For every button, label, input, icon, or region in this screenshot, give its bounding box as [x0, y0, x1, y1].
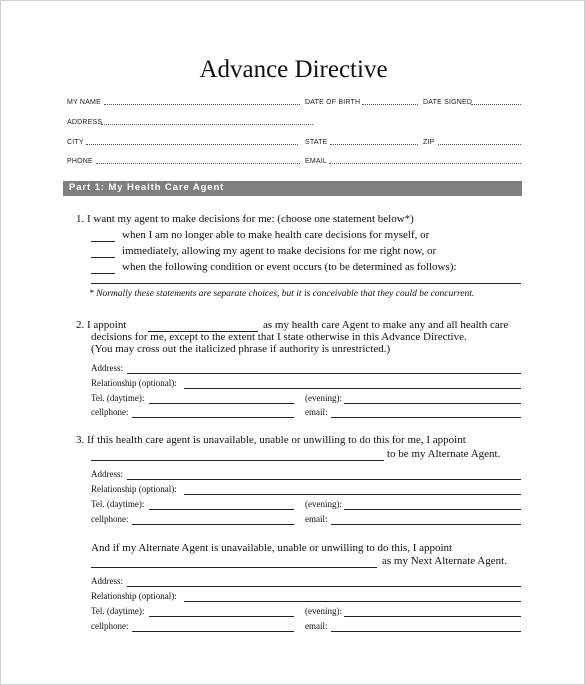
zip-field[interactable]	[438, 144, 521, 145]
next-relationship-label: Relationship (optional):	[91, 591, 177, 601]
next-alternate-text: And if my Alternate Agent is unavailable, unable or unwilling to do this, I appoint	[91, 542, 453, 554]
phone-field[interactable]	[96, 163, 300, 164]
q2-text-b: as my health care Agent to make any and all health care	[263, 319, 509, 331]
agent-email-line[interactable]	[331, 417, 521, 418]
q3-alternate-text: to be my Alternate Agent.	[387, 448, 501, 460]
q1-footnote: * Normally these statements are separate choices, but it is conceivable that they could be concurrent.	[89, 289, 475, 299]
zip-label: ZIP	[423, 139, 435, 146]
alt-evening-line[interactable]	[344, 509, 521, 510]
q1-option1-blank[interactable]	[91, 241, 115, 242]
next-cellphone-line[interactable]	[132, 631, 294, 632]
next-tel-day-line[interactable]	[149, 616, 294, 617]
q1-condition-line[interactable]	[91, 283, 521, 284]
agent-evening-line[interactable]	[344, 403, 521, 404]
alternate-agent-name-line[interactable]	[91, 460, 384, 461]
next-tel-day-label: Tel. (daytime):	[91, 606, 145, 616]
alt-cellphone-line[interactable]	[132, 524, 294, 525]
q2-text-a: 2. I appoint	[76, 319, 127, 331]
alt-cellphone-label: cellphone:	[91, 514, 129, 524]
alt-relationship-line[interactable]	[184, 494, 521, 495]
alt-tel-day-line[interactable]	[149, 509, 294, 510]
next-cellphone-label: cellphone:	[91, 621, 129, 631]
q1-option3: when the following condition or event occurs (to be determined as follows):	[122, 261, 457, 273]
next-address-line[interactable]	[127, 586, 521, 587]
next-alternate-label: as my Next Alternate Agent.	[382, 555, 507, 567]
next-alternate-agent-name-line[interactable]	[91, 567, 377, 568]
next-address-label: Address:	[91, 576, 123, 586]
date-of-birth-label: DATE OF BIRTH	[305, 99, 361, 106]
address-label: ADDRESS	[67, 119, 103, 126]
agent-address-line[interactable]	[127, 373, 521, 374]
city-field[interactable]	[86, 144, 298, 145]
part1-heading: Part 1: My Health Care Agent	[69, 182, 225, 193]
agent-tel-day-label: Tel. (daytime):	[91, 393, 145, 403]
q1-option2-blank[interactable]	[91, 257, 115, 258]
next-evening-line[interactable]	[344, 616, 521, 617]
q3-text: 3. If this health care agent is unavailable, unable or unwilling to do this for me, I appoint	[76, 434, 466, 446]
agent-tel-day-line[interactable]	[149, 403, 294, 404]
alt-address-line[interactable]	[127, 479, 521, 480]
agent-address-label: Address:	[91, 363, 123, 373]
agent-evening-label: (evening):	[305, 393, 342, 403]
agent-cellphone-line[interactable]	[132, 417, 294, 418]
my-name-field[interactable]	[104, 104, 300, 105]
state-field[interactable]	[330, 144, 418, 145]
state-label: STATE	[305, 139, 328, 146]
next-relationship-line[interactable]	[184, 601, 521, 602]
agent-email-label: email:	[305, 407, 328, 417]
phone-label: PHONE	[67, 158, 93, 165]
alt-address-label: Address:	[91, 469, 123, 479]
q1-text: 1. I want my agent to make decisions for me: (choose one statement below*)	[76, 213, 414, 225]
alt-email-line[interactable]	[331, 524, 521, 525]
my-name-label: MY NAME	[67, 99, 101, 106]
email-field[interactable]	[329, 163, 521, 164]
agent-relationship-line[interactable]	[184, 388, 521, 389]
page-title: Advance Directive	[199, 56, 388, 83]
alt-email-label: email:	[305, 514, 328, 524]
address-field[interactable]	[101, 124, 313, 125]
next-email-line[interactable]	[331, 631, 521, 632]
q2-line2: decisions for me, except to the extent that I state otherwise in this Advance Directive.	[91, 331, 467, 343]
q2-line3: (You may cross out the italicized phrase if authority is unrestricted.)	[91, 343, 391, 355]
part1-heading-bar	[63, 181, 522, 196]
q1-option3-blank[interactable]	[91, 273, 115, 274]
next-email-label: email:	[305, 621, 328, 631]
agent-relationship-label: Relationship (optional):	[91, 378, 177, 388]
email-label: EMAIL	[305, 158, 328, 165]
city-label: CITY	[67, 139, 84, 146]
alt-tel-day-label: Tel. (daytime):	[91, 499, 145, 509]
agent-cellphone-label: cellphone:	[91, 407, 129, 417]
date-of-birth-field[interactable]	[362, 104, 418, 105]
date-signed-field[interactable]	[471, 104, 521, 105]
next-evening-label: (evening):	[305, 606, 342, 616]
q1-option2: immediately, allowing my agent to make decisions for me right now, or	[122, 245, 437, 257]
date-signed-label: DATE SIGNED	[423, 99, 473, 106]
q1-option1: when I am no longer able to make health care decisions for myself, or	[122, 229, 430, 241]
alt-relationship-label: Relationship (optional):	[91, 484, 177, 494]
alt-evening-label: (evening):	[305, 499, 342, 509]
